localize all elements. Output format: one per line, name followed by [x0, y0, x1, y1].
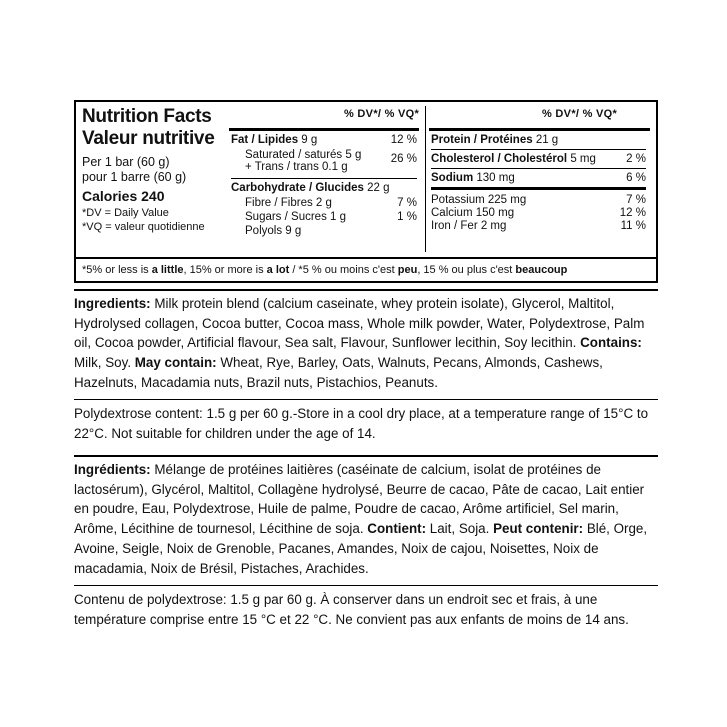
dv-note-en: *DV = Daily Value [82, 207, 169, 219]
rule-storage-fr [74, 585, 658, 586]
col1-nutrients [231, 134, 417, 237]
title-fr: Valeur nutritive [82, 128, 215, 149]
potassium-row: Potassium 225 mg 7 % [431, 194, 646, 206]
calcium-row: Calcium 150 mg 12 % [431, 207, 646, 219]
cholesterol-row: Cholesterol / Cholestérol 5 mg 2 % [431, 153, 646, 165]
ingredients-en: Ingredients: Milk protein blend (calcium caseinate, whey protein isolate), Glycerol, Maltitol, Hydrolysed collagen, Cocoa butter, Cocoa mass, Whole milk powder, Water, Polydextrose, Palm oil, Cocoa powder, Artificial flavour, Sea salt, Flavour, Sunflower lecithin, Soy lecithin. Contains: Milk, Soy. May contain: Wheat, Rye, Barley, Oats, Walnuts, Pecans, Almonds, Cashews, Hazelnuts, Macadamia nuts, Brazil nuts, Pistachios, Peanuts. [74, 296, 645, 390]
col2-nutrients [431, 134, 646, 232]
polyols-row: Polyols 9 g [245, 225, 302, 237]
dv-header-2: % DV*/ % VQ* [542, 108, 618, 120]
ingredients-fr: Ingrédients: Mélange de protéines laitières (caséinate de calcium, isolat de protéines de lactosérum), Glycérol, Maltitol, Collagène hydrolysé, Beurre de cacao, Pâte de cacao, Lait entier en poudre, Eau, Polydextrose, Huile de palme, Poudre de cacao, Arôme artificiel, Sel marin, Arôme, Lécithine de tournesol, Lécithine de soja. Contient: Lait, Soja. Peut contenir: Blé, Orge, Avoine, Seigle, Noix de Grenoble, Pacanes, Amandes, Noix de cajou, Noisettes, Noix de macadamia, Noix de Brésil, Pistaches, Arachides. [74, 462, 648, 576]
saturated-row: Saturated / saturés 5 g [245, 149, 362, 161]
iron-row: Iron / Fer 2 mg 11 % [431, 220, 646, 232]
divider [231, 178, 417, 179]
dv-header-1: % DV*/ % VQ* [344, 108, 420, 120]
carbohydrate-row: Carbohydrate / Glucides 22 g [231, 182, 390, 194]
title-en: Nutrition Facts [82, 106, 212, 127]
serving-fr: pour 1 barre (60 g) [82, 170, 187, 184]
storage-en: Polydextrose content: 1.5 g per 60 g.-Store in a cool dry place, at a temperature range of 15°C to 22°C. Not suitable for children under the age of 14. [74, 406, 649, 441]
sodium-row: Sodium 130 mg 6 % [431, 172, 646, 184]
storage-fr: Contenu de polydextrose: 1.5 g par 60 g. À conserver dans un endroit sec et frais, à une température comprise entre 15 °C et 22 °C. Ne convient pas aux enfants de moins de 14 ans. [74, 592, 629, 627]
protein-row: Protein / Protéines 21 g [431, 134, 559, 146]
nutrition-facts-table [74, 100, 658, 283]
rule-ingredients-en [74, 289, 658, 291]
fat-row: Fat / Lipides 9 g 12 % [231, 134, 417, 146]
trans-row: + Trans / trans 0.1 g 26 % [245, 153, 417, 173]
column-divider [425, 106, 426, 252]
col2-top-bar [429, 128, 650, 131]
rule-ingredients-fr [74, 455, 658, 457]
col1-top-bar [229, 128, 419, 131]
sugars-row: Sugars / Sucres 1 g 1 % [245, 211, 417, 223]
label-heading-column [82, 106, 232, 234]
footnote-divider [76, 257, 656, 259]
dv-note-fr: *VQ = valeur quotidienne [82, 221, 205, 233]
serving-en: Per 1 bar (60 g) [82, 155, 170, 169]
fibre-row: Fibre / Fibres 2 g 7 % [245, 197, 417, 209]
dv-footnote: *5% or less is a little, 15% or more is a lot / *5 % ou moins c'est peu, 15 % ou plus c'est beaucoup [82, 264, 568, 276]
rule-storage-en [74, 399, 658, 400]
calories: Calories 240 [82, 188, 165, 204]
